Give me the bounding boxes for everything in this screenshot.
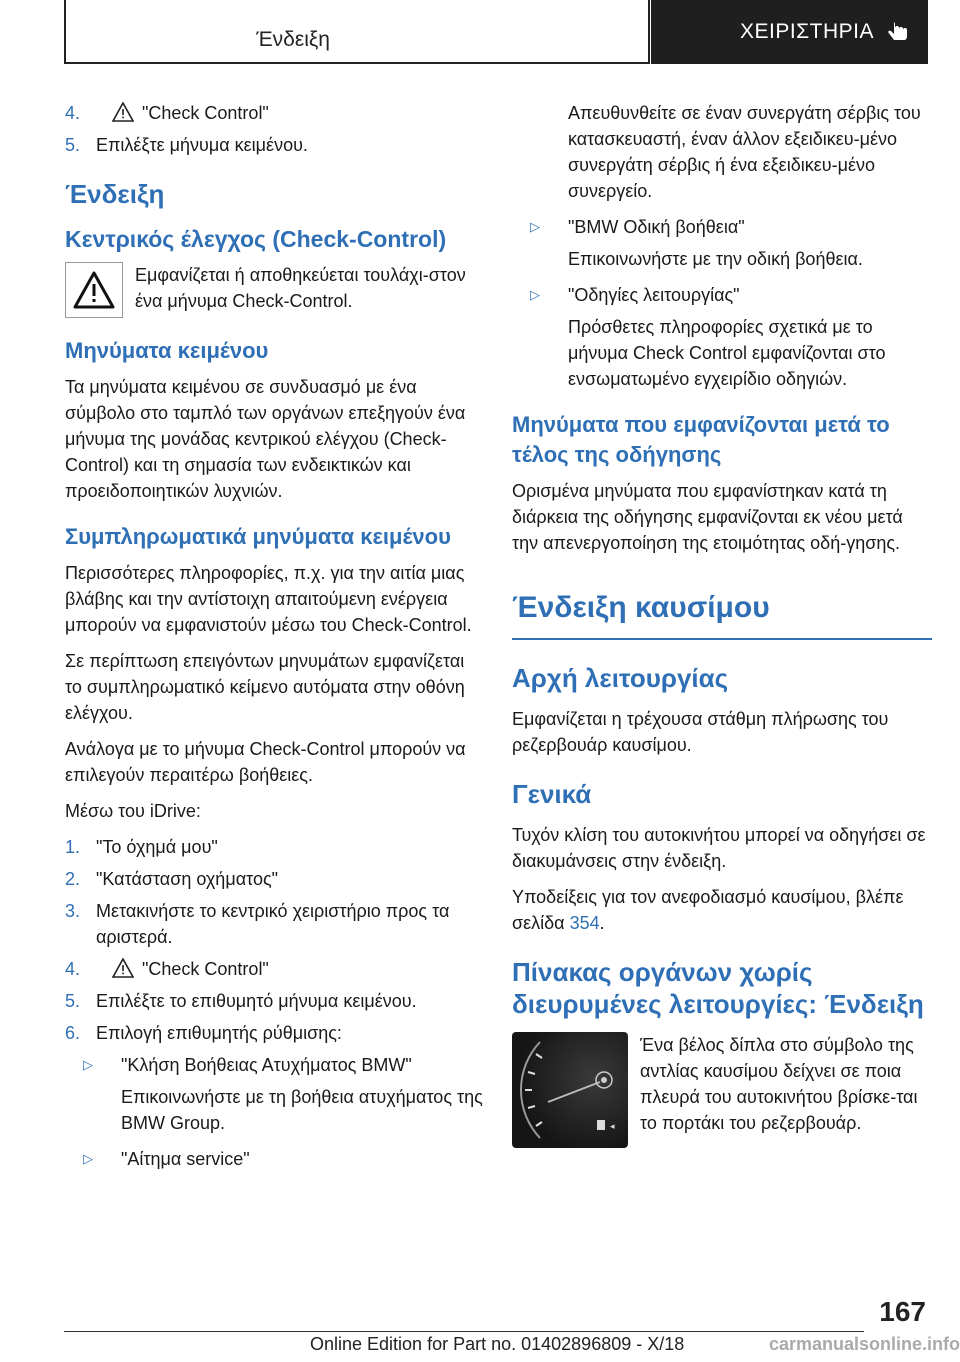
paragraph: Ορισμένα μηνύματα που εμφανίστηκαν κατά τη διάρκεια της οδήγησης εμφανίζονται εκ νέου μετά την απενεργοποίηση της ετοιμότητας οδή-γησης. — [512, 481, 903, 553]
fuel-gauge-image — [512, 1032, 628, 1148]
step-number: 6. — [65, 1023, 81, 1043]
heading-additional-messages: Συμπληρωματικά μηνύματα κειμένου — [65, 524, 451, 549]
step-text: Επιλέξτε μήνυμα κειμένου. — [96, 135, 308, 155]
triangle-bullet-icon: ▷ — [83, 1057, 93, 1072]
list-item — [65, 866, 485, 892]
step-number: 4. — [65, 959, 81, 979]
list-item — [65, 834, 485, 860]
paragraph: Εμφανίζεται η τρέχουσα στάθμη πλήρωσης του ρεζερβουάρ καυσίμου. — [512, 709, 889, 755]
step-text: Επιλέξτε το επιθυμητό μήνυμα κειμένου. — [96, 991, 417, 1011]
warning-triangle-icon — [72, 270, 116, 310]
warning-triangle-icon — [112, 102, 134, 122]
bullet-item — [65, 1052, 485, 1078]
paragraph: Σε περίπτωση επειγόντων μηνυμάτων εμφανίζεται το συμπληρωματικό κείμενο αυτόματα στην οθόνη ελέγχου. — [65, 651, 465, 723]
page-number: 167 — [879, 1296, 926, 1327]
step-number: 4. — [65, 103, 81, 123]
paragraph: Ανάλογα με το μήνυμα Check-Control μπορούν να επιλεγούν περαιτέρω βοήθειες. — [65, 739, 466, 785]
bullet-description: Επικοινωνήστε με την οδική βοήθεια. — [568, 249, 863, 269]
step-text: "Check Control" — [142, 959, 269, 979]
warning-triangle-icon — [112, 958, 134, 978]
list-item — [65, 1020, 485, 1046]
list-item — [65, 898, 485, 950]
bullet-description: Πρόσθετες πληροφορίες σχετικά με το μήνυμα Check Control εμφανίζονται στο ενσωματωμένο εγχειρίδιο οδηγιών. — [568, 317, 886, 389]
bullet-description: Επικοινωνήστε με τη βοήθεια ατυχήματος της BMW Group. — [121, 1087, 483, 1133]
bullet-item — [512, 282, 932, 308]
step-number: 2. — [65, 869, 81, 889]
paragraph: Περισσότερες πληροφορίες, π.χ. για την αιτία μιας βλάβης και την αντίστοιχη απαιτούμενη ενέργεια μπορούν να εμφανιστούν μέσω του Check-Control. — [65, 563, 472, 635]
bullet-item — [512, 214, 932, 240]
header-section-title: Ένδειξη — [256, 28, 330, 51]
heading-principle: Αρχή λειτουργίας — [512, 663, 729, 693]
step-number: 1. — [65, 837, 81, 857]
heading-instrument-cluster: Πίνακας οργάνων χωρίς διευρυμένες λειτουργίες: Ένδειξη — [512, 957, 924, 1019]
paragraph-page-reference — [512, 884, 932, 936]
step-number: 3. — [65, 901, 81, 921]
heading-fuel-gauge: Ένδειξη καυσίμου — [512, 590, 932, 640]
bullet-text: "Οδηγίες λειτουργίας" — [568, 285, 740, 305]
fuel-gauge-description: Ένα βέλος δίπλα στο σύμβολο της αντλίας καυσίμου δείχνει σε ποια πλευρά του αυτοκινήτου βρίσκε-ται το πορτάκι του ρεζερβουάρ. — [640, 1035, 918, 1133]
step-4-check-control — [65, 100, 485, 126]
hand-pointer-icon — [886, 19, 912, 45]
heading-after-driving: Μηνύματα που εμφανίζονται μετά το τέλος της οδήγησης — [512, 412, 890, 467]
triangle-bullet-icon: ▷ — [530, 287, 540, 302]
fuel-gauge-note — [512, 1032, 932, 1148]
step-text: "Check Control" — [142, 103, 269, 123]
text: . — [599, 913, 605, 933]
step-5-select-message — [65, 132, 485, 158]
text: Υποδείξεις για τον ανεφοδιασμό καυσίμου, βλέπε σελίδα — [512, 887, 904, 933]
bullet-text: "Κλήση Βοήθειας Ατυχήματος BMW" — [121, 1055, 412, 1075]
step-text: Επιλογή επιθυμητής ρύθμισης: — [96, 1023, 342, 1043]
heading-check-control: Κεντρικός έλεγχος (Check-Control) — [65, 226, 447, 252]
page-link[interactable]: 354 — [569, 913, 600, 933]
heading-display: Ένδειξη — [65, 179, 165, 209]
triangle-bullet-icon: ▷ — [530, 219, 540, 234]
svg-text:◂: ◂ — [610, 1122, 615, 1132]
triangle-bullet-icon: ▷ — [83, 1151, 93, 1166]
step-text: "Κατάσταση οχήματος" — [96, 869, 279, 889]
heading-general: Γενικά — [512, 779, 592, 809]
paragraph: Τυχόν κλίση του αυτοκινήτου μπορεί να οδηγήσει σε διακυμάνσεις στην ένδειξη. — [512, 825, 926, 871]
step-number: 5. — [65, 991, 81, 1011]
footer-edition: Online Edition for Part no. 01402896809 - X/18 — [310, 1334, 685, 1354]
heading-text-messages: Μηνύματα κειμένου — [65, 338, 269, 363]
step-number: 5. — [65, 135, 81, 155]
list-item — [65, 988, 485, 1014]
warning-symbol-box — [65, 262, 123, 318]
step-text: Μετακινήστε το κεντρικό χειριστήριο προς τα αριστερά. — [96, 901, 450, 947]
warning-text: Εμφανίζεται ή αποθηκεύεται τουλάχι-στον ένα μήνυμα Check-Control. — [135, 265, 466, 311]
bullet-text: "Αίτημα service" — [121, 1149, 250, 1169]
header-frame — [64, 0, 650, 64]
header-chapter-tab — [651, 0, 928, 64]
warning-note — [65, 262, 485, 318]
paragraph: Μέσω του iDrive: — [65, 801, 201, 821]
left-column — [65, 100, 485, 1178]
bullet-text: "BMW Οδική βοήθεια" — [568, 217, 745, 237]
list-item — [65, 956, 485, 982]
bullet-item — [65, 1146, 485, 1172]
footer-divider — [64, 1331, 864, 1332]
right-column — [512, 100, 932, 1158]
bullet-description: Απευθυνθείτε σε έναν συνεργάτη σέρβις του κατασκευαστή, έναν άλλον εξειδικευ-μένο συνεργάτη σέρβις ή ένα εξειδικευ-μένο συνεργείο. — [568, 103, 921, 201]
step-text: "Το όχημά μου" — [96, 837, 218, 857]
paragraph-text-messages: Τα μηνύματα κειμένου σε συνδυασμό με ένα σύμβολο στο ταμπλό των οργάνων επεξηγούν ένα μήνυμα της μονάδας κεντρικού ελέγχου (Check-Control) και τη σημασία των ενδεικτικών και προειδοποιητικών λυχνιών. — [65, 377, 466, 501]
watermark: carmanualsonline.info — [768, 1334, 960, 1354]
header-chapter-title: ΧΕΙΡΙΣΤΗΡΙΑ — [739, 20, 874, 43]
fuel-gauge-dial — [512, 1032, 628, 1148]
